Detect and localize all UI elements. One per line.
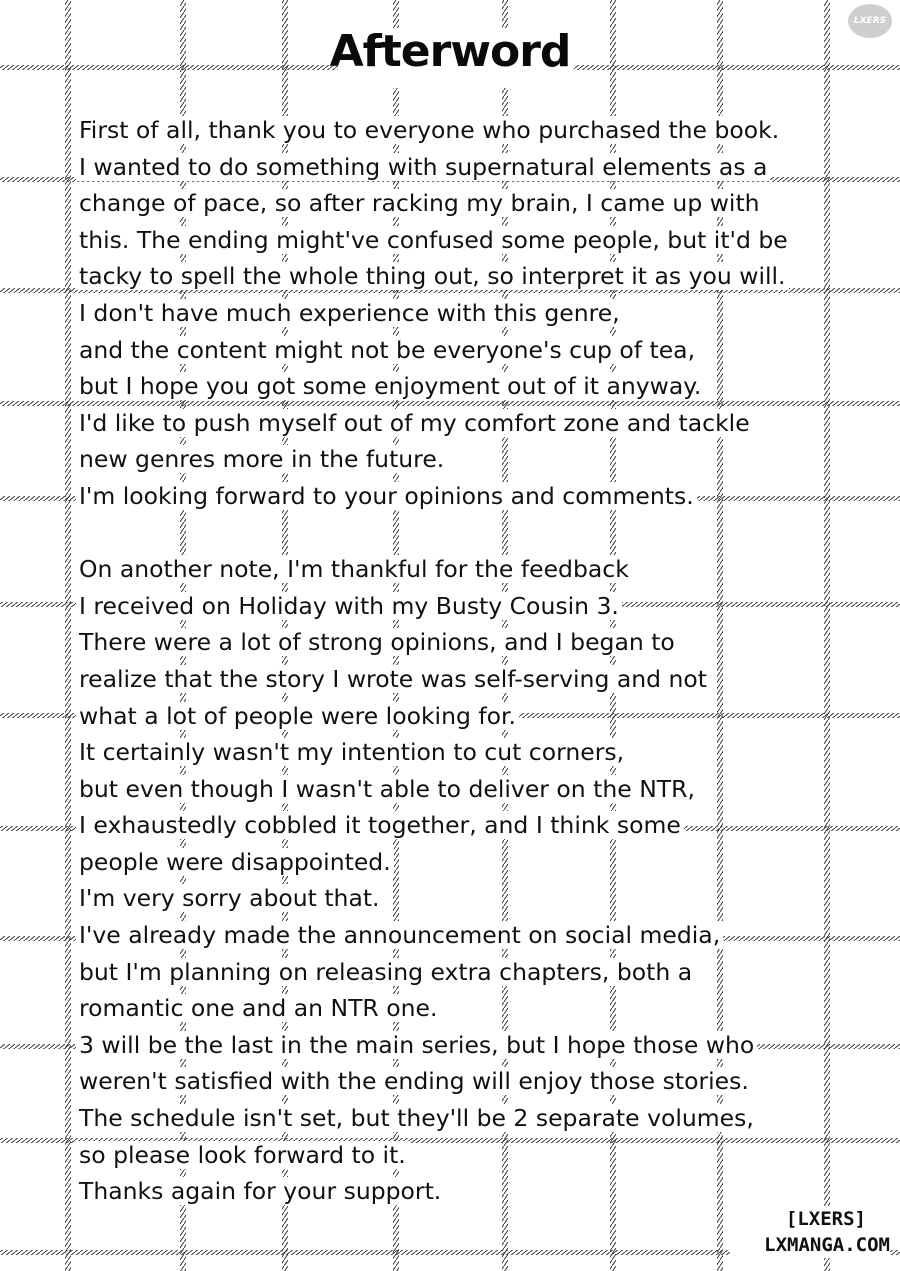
page-title: Afterword <box>329 26 571 77</box>
text-line: First of all, thank you to everyone who purchased the book. <box>76 112 836 149</box>
text-line: change of pace, so after racking my brain, I came up with <box>76 185 836 222</box>
text-line: realize that the story I wrote was self-serving and not <box>76 661 836 698</box>
text-line: but even though I wasn't able to deliver on the NTR, <box>76 771 836 808</box>
text-line: I've already made the announcement on social media, <box>76 917 836 954</box>
text-line: I received on Holiday with my Busty Cousin 3. <box>76 588 836 625</box>
text-line: but I'm planning on releasing extra chapters, both a <box>76 954 836 991</box>
text-line: people were disappointed. <box>76 844 836 881</box>
logo-badge-text: LXERS <box>853 16 887 26</box>
paragraph-1 <box>76 112 836 515</box>
text-line: I'm very sorry about that. <box>76 880 836 917</box>
watermark-site-label: LXMANGA.COM <box>730 1232 890 1258</box>
text-line: tacky to spell the whole thing out, so interpret it as you will. <box>76 258 836 295</box>
text-line: and the content might not be everyone's cup of tea, <box>76 332 836 369</box>
text-line: so please look forward to it. <box>76 1137 836 1174</box>
text-line: this. The ending might've confused some people, but it'd be <box>76 222 836 259</box>
text-line: It certainly wasn't my intention to cut corners, <box>76 734 836 771</box>
text-line: but I hope you got some enjoyment out of it anyway. <box>76 368 836 405</box>
text-line: I'm looking forward to your opinions and comments. <box>76 478 836 515</box>
text-line: Thanks again for your support. <box>76 1173 836 1210</box>
text-line: 3 will be the last in the main series, but I hope those who <box>76 1027 836 1064</box>
watermark-group-label: [LXERS] <box>730 1206 890 1232</box>
text-line: There were a lot of strong opinions, and I began to <box>76 624 836 661</box>
grid-line-vertical <box>65 0 71 1271</box>
text-line: On another note, I'm thankful for the feedback <box>76 551 836 588</box>
text-line: I exhaustedly cobbled it together, and I think some <box>76 807 836 844</box>
text-line: weren't satisfied with the ending will enjoy those stories. <box>76 1063 836 1100</box>
paragraph-gap <box>76 515 836 552</box>
paragraph-2 <box>76 551 836 1210</box>
lxers-logo-badge <box>848 4 892 38</box>
text-line: new genres more in the future. <box>76 441 836 478</box>
text-line: I wanted to do something with supernatural elements as a <box>76 149 836 186</box>
afterword-body <box>76 112 836 1210</box>
text-line: I'd like to push myself out of my comfort zone and tackle <box>76 405 836 442</box>
text-line: I don't have much experience with this genre, <box>76 295 836 332</box>
text-line: romantic one and an NTR one. <box>76 990 836 1027</box>
site-watermark <box>730 1206 890 1258</box>
text-line: The schedule isn't set, but they'll be 2 separate volumes, <box>76 1100 836 1137</box>
text-line: what a lot of people were looking for. <box>76 698 836 735</box>
